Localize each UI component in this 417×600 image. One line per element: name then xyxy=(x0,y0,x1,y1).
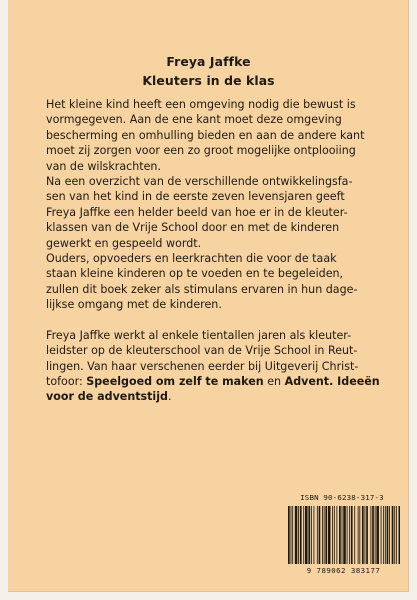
barcode-bar xyxy=(366,506,368,564)
blurb-line: Ouders, opvoeders en leerkrachten die voor de taak xyxy=(46,251,337,265)
barcode-bar xyxy=(392,506,394,564)
bio-line: leidster op de kleuterschool van de Vrije School in Reut- xyxy=(46,344,358,358)
barcode-bar xyxy=(354,506,355,564)
barcode-bar xyxy=(324,506,325,564)
blurb-line: vormgegeven. Aan de ene kant moet deze omgeving xyxy=(46,113,342,127)
barcode-bar xyxy=(288,506,290,564)
barcode-bar xyxy=(332,506,333,564)
blurb-line: Na een overzicht van de verschillende ontwikkelingsfa- xyxy=(46,174,353,188)
blurb-line: klassen van de Vrije School door en met de kinderen xyxy=(46,221,340,235)
barcode-bar xyxy=(295,506,298,564)
earlier-book-title: voor de adventstijd xyxy=(46,390,168,404)
barcode-bar xyxy=(376,506,379,564)
barcode-bar xyxy=(372,506,374,564)
barcode-bar xyxy=(351,506,353,564)
blurb-line: Freya Jaffke een helder beeld van hoe er in de kleuter- xyxy=(46,205,348,219)
barcode-bar xyxy=(336,506,337,564)
barcode-bar xyxy=(303,506,304,564)
back-cover xyxy=(8,0,409,592)
barcode-bar xyxy=(325,506,327,564)
blurb-line: gewerkt en gespeeld wordt. xyxy=(46,236,202,250)
barcode-bar xyxy=(399,506,401,564)
barcode-bar xyxy=(334,506,335,564)
blurb-line: bescherming en omhulling bieden en aan de andere kant xyxy=(46,128,365,142)
barcode-bar xyxy=(387,506,389,564)
barcode-bar xyxy=(362,506,364,564)
barcode-bar xyxy=(365,506,366,564)
earlier-book-title: Advent. Ideeën xyxy=(284,375,380,389)
author-name: Freya Jaffke xyxy=(166,54,251,69)
barcode-bar xyxy=(347,506,348,564)
barcode-bar xyxy=(311,506,312,564)
barcode-bar xyxy=(370,506,371,564)
barcode-bar xyxy=(394,506,395,564)
book-title: Kleuters in de klas xyxy=(142,73,275,88)
blurb-line: zullen dit boek zeker als stimulans ervaren in hun dage- xyxy=(46,282,358,296)
blurb-line: staan kleine kinderen op te voeden en te begeleiden, xyxy=(46,267,344,281)
bio-line: lingen. Van haar verschenen eerder bij Uitgeverij Christ- xyxy=(46,359,359,373)
barcode-bar xyxy=(375,506,376,564)
barcode-bar xyxy=(328,506,331,564)
barcode-bar xyxy=(292,506,293,564)
barcode-bar xyxy=(389,506,390,564)
bio-line: Freya Jaffke werkt al enkele tientallen jaren als kleuter- xyxy=(46,328,352,342)
barcode-bar xyxy=(298,506,299,564)
blurb-line: lijkse omgang met de kinderen. xyxy=(46,298,222,312)
earlier-book-title: Speelgoed om zelf te maken xyxy=(86,375,264,389)
barcode-image xyxy=(287,506,400,570)
isbn-label: ISBN 90-6238-317-3 xyxy=(300,493,384,502)
barcode-number: 9 789062 383177 xyxy=(306,566,381,575)
bio-text: . xyxy=(167,390,172,404)
blurb-line: sen van het kind in de eerste zeven levensjaren geeft xyxy=(46,190,345,204)
barcode-bar xyxy=(322,506,323,564)
bio-line xyxy=(46,374,384,389)
barcode-bar xyxy=(317,506,318,564)
barcode-bar xyxy=(349,506,350,564)
barcode-bar xyxy=(381,506,382,564)
barcode-bar xyxy=(385,506,386,564)
barcode-bar xyxy=(300,506,302,564)
barcode-bar xyxy=(343,506,346,564)
bio-line xyxy=(46,389,384,404)
blurb-line: van de wilskrachten. xyxy=(46,159,161,173)
barcode-bar xyxy=(342,506,343,564)
cover-header xyxy=(8,52,409,90)
barcode-bar xyxy=(396,506,397,564)
barcode-bar xyxy=(291,506,292,564)
barcode-bar xyxy=(305,506,308,564)
barcode-bar xyxy=(314,506,315,564)
blurb-text xyxy=(46,97,384,405)
bio-text: tofoor: xyxy=(46,375,87,389)
paragraph-gap xyxy=(46,312,384,327)
barcode-bar xyxy=(359,506,360,564)
barcode-bar xyxy=(339,506,341,564)
bio-text: en xyxy=(263,375,285,389)
barcode-bar xyxy=(319,506,321,564)
barcode-bar xyxy=(308,506,310,564)
blurb-line: Het kleine kind heeft een omgeving nodig die bewust is xyxy=(46,98,356,111)
barcode-bar xyxy=(383,506,384,564)
blurb-line: moet zij zorgen voor een zo groot mogelijke ontplooiing xyxy=(46,144,356,158)
barcode-bar xyxy=(358,506,359,564)
